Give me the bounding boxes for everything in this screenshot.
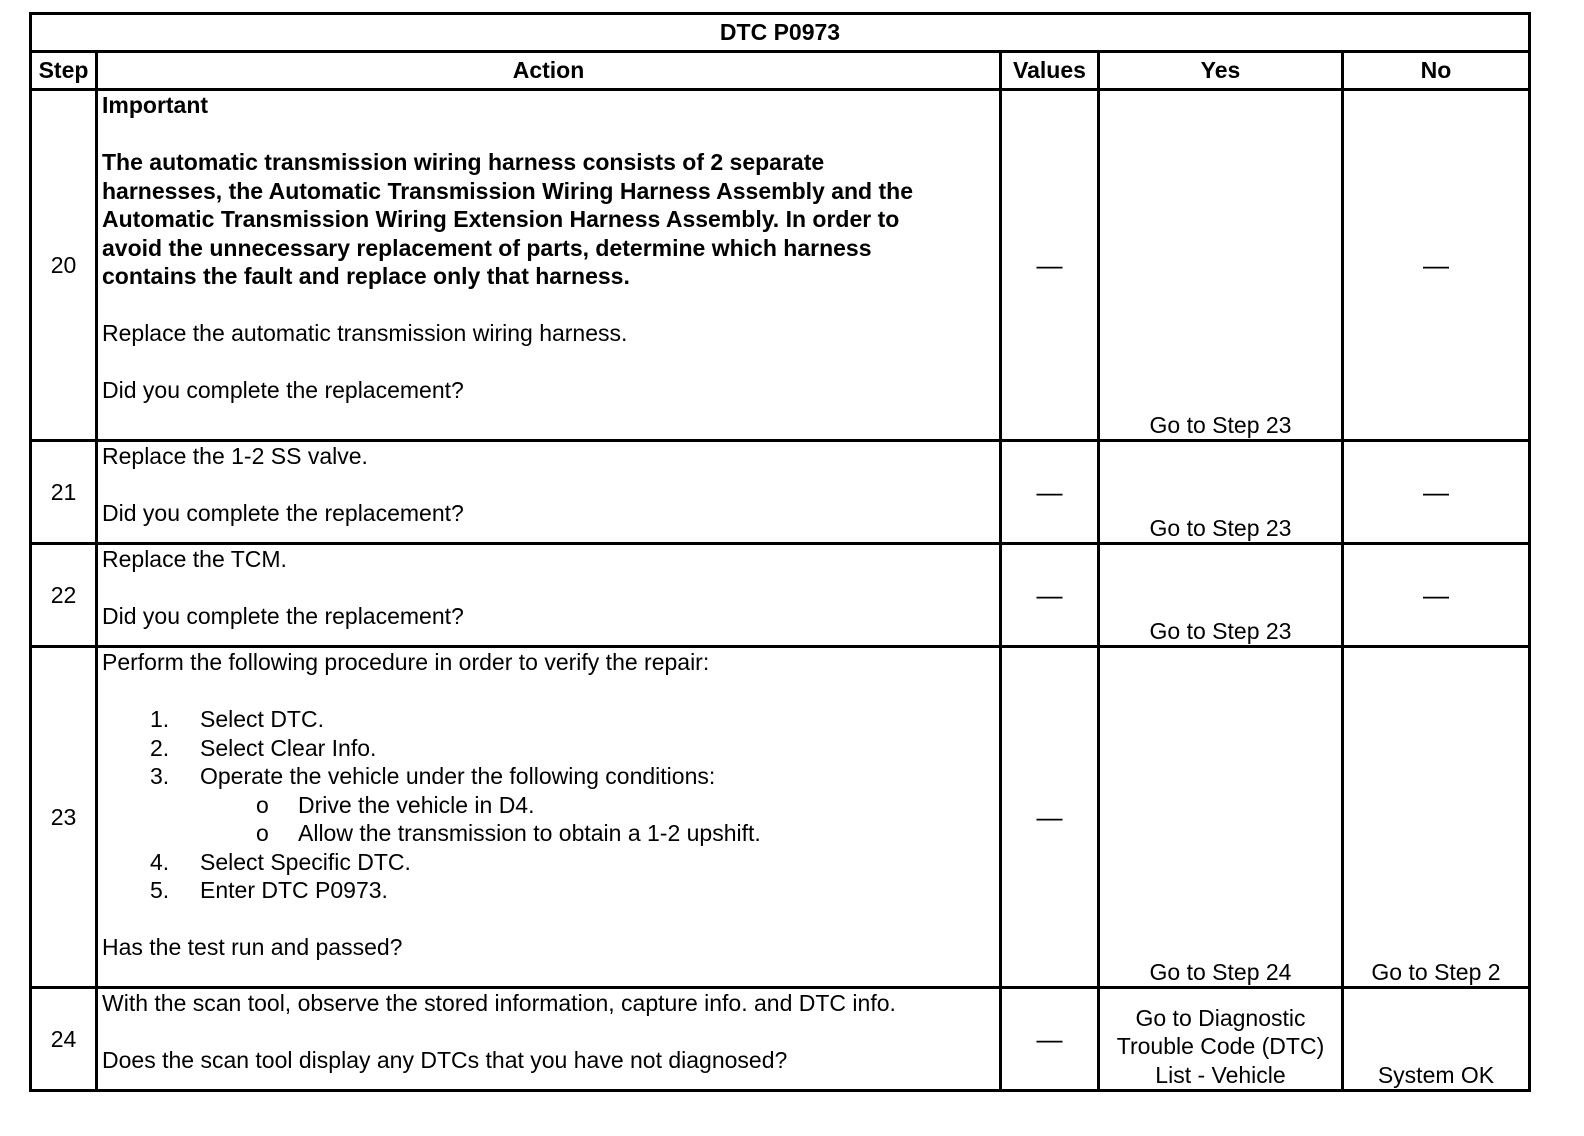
important-line: The automatic transmission wiring harness consists of 2 separate	[102, 149, 825, 175]
yes-cell: Go to Step 23	[1099, 544, 1343, 647]
header-step: Step	[31, 52, 97, 90]
step-number: 21	[31, 441, 97, 544]
action-question: Did you complete the replacement?	[102, 377, 464, 403]
values-cell: —	[1001, 647, 1099, 988]
no-cell: —	[1343, 441, 1530, 544]
procedure-step: 2. Select Clear Info.	[150, 734, 377, 761]
important-line: avoid the unnecessary replacement of parts, determine which harness	[102, 234, 872, 261]
action-text: Replace the automatic transmission wiring harness.	[102, 320, 628, 346]
yes-cell: Go to Step 23	[1099, 90, 1343, 441]
header-yes: Yes	[1099, 52, 1343, 90]
procedure-step: 1. Select DTC.	[150, 706, 324, 732]
action-question: Did you complete the replacement?	[102, 603, 464, 629]
yes-line: List - Vehicle	[1155, 1061, 1286, 1088]
step-number: 20	[31, 90, 97, 441]
no-cell: System OK	[1343, 988, 1530, 1091]
action-cell	[97, 441, 1001, 544]
action-cell	[97, 988, 1001, 1091]
step-number: 24	[31, 988, 97, 1091]
action-cell	[97, 90, 1001, 441]
table-row	[31, 647, 1530, 988]
procedure-step: 4. Select Specific DTC.	[150, 848, 411, 875]
yes-cell: Go to Step 23	[1099, 441, 1343, 544]
no-cell: —	[1343, 544, 1530, 647]
values-cell: —	[1001, 988, 1099, 1091]
important-line: harnesses, the Automatic Transmission Wiring Harness Assembly and the	[102, 177, 913, 204]
yes-line: Trouble Code (DTC)	[1116, 1033, 1325, 1059]
procedure-substep: o Drive the vehicle in D4.	[256, 791, 535, 818]
important-label: Important	[102, 92, 209, 118]
procedure-step: 5. Enter DTC P0973.	[150, 877, 388, 903]
procedure-step: 3. Operate the vehicle under the following conditions: o Drive the vehicle in D4. o Allow the transmission to obtain a 1-2 upshift.	[200, 762, 995, 848]
table-row	[31, 544, 1530, 647]
action-text: Replace the 1-2 SS valve.	[102, 443, 368, 469]
procedure-sublist	[200, 791, 995, 848]
values-cell: —	[1001, 441, 1099, 544]
no-cell: Go to Step 2	[1343, 647, 1530, 988]
action-text: With the scan tool, observe the stored information, capture info. and DTC info.	[102, 990, 896, 1016]
yes-cell	[1099, 988, 1343, 1091]
action-cell	[97, 647, 1001, 988]
header-no: No	[1343, 52, 1530, 90]
table-row	[31, 988, 1530, 1091]
table-row	[31, 441, 1530, 544]
step-number: 23	[31, 647, 97, 988]
table-row	[31, 90, 1530, 441]
dtc-table	[29, 12, 1531, 1092]
action-text: Replace the TCM.	[102, 546, 287, 572]
important-line: Automatic Transmission Wiring Extension Harness Assembly. In order to	[102, 206, 900, 232]
action-question: Does the scan tool display any DTCs that you have not diagnosed?	[102, 1047, 788, 1073]
no-cell: —	[1343, 90, 1530, 441]
procedure-substep: o Allow the transmission to obtain a 1-2 upshift.	[256, 820, 761, 846]
yes-line: Go to Diagnostic	[1135, 1004, 1306, 1031]
header-values: Values	[1001, 52, 1099, 90]
step-number: 22	[31, 544, 97, 647]
action-question: Did you complete the replacement?	[102, 500, 464, 526]
important-line: contains the fault and replace only that harness.	[102, 263, 630, 289]
action-intro: Perform the following procedure in order to verify the repair:	[102, 649, 710, 675]
action-question: Has the test run and passed?	[102, 934, 403, 960]
header-action: Action	[97, 52, 1001, 90]
action-cell	[97, 544, 1001, 647]
values-cell: —	[1001, 544, 1099, 647]
procedure-list	[102, 705, 995, 905]
values-cell: —	[1001, 90, 1099, 441]
yes-cell: Go to Step 24	[1099, 647, 1343, 988]
table-title: DTC P0973	[31, 14, 1530, 52]
